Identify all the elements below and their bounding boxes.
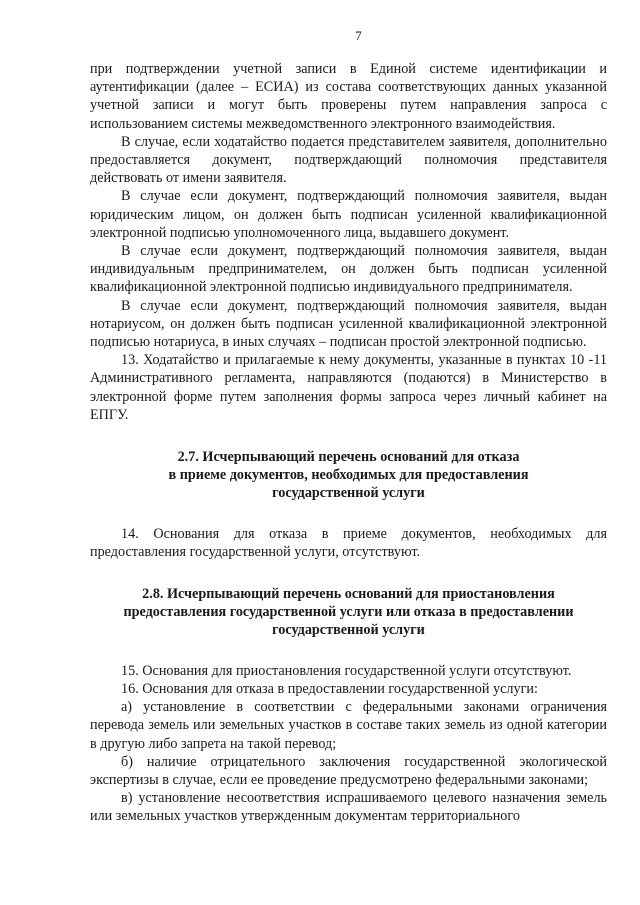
list-item: в) установление несоответствия испрашиваемого целевого назначения земель или земельных участков утвержденным документам территориального xyxy=(90,790,607,825)
paragraph: В случае если документ, подтверждающий полномочия заявителя, выдан индивидуальным предпринимателем, он должен быть подписан усиленной квалификационной электронной подписью индивидуального предпринимателя. xyxy=(90,243,607,296)
paragraph: В случае, если ходатайство подается представителем заявителя, дополнительно предоставляется документ, подтверждающий полномочия представителя действовать от имени заявителя. xyxy=(90,133,607,187)
section-heading-2-8 xyxy=(90,585,607,640)
paragraph: при подтверждении учетной записи в Единой системе идентификации и аутентификации (далее – ЕСИА) из состава соответствующих данных указанной учетной записи и могут быть проверены путем направления запроса с использованием системы межведомственного электронного взаимодействия. xyxy=(90,61,607,132)
paragraph: 16. Основания для отказа в предоставлении государственной услуги: xyxy=(121,680,538,697)
section-heading-2-7 xyxy=(90,448,607,503)
heading-line: в приеме документов, необходимых для предоставления xyxy=(168,467,529,484)
paragraph: 15. Основания для приостановления государственной услуги отсутствуют. xyxy=(121,662,572,679)
paragraph: В случае если документ, подтверждающий полномочия заявителя, выдан юридическим лицом, он должен быть подписан усиленной квалификационной электронной подписью уполномоченного лица, выдавшего документ. xyxy=(90,188,607,241)
heading-line: государственной услуги xyxy=(272,622,425,639)
paragraph: 13. Ходатайство и прилагаемые к нему документы, указанные в пунктах 10 -11 Административного регламента, направляются (подаются) в Министерство в электронной форме путем заполнения формы запроса через личный кабинет на ЕПГУ. xyxy=(90,352,607,423)
list-item: а) установление в соответствии с федеральными законами ограничения перевода земель или земельных участков в составе таких земель из одной категории в другую либо запрета на такой перевод; xyxy=(90,699,607,752)
page-number: 7 xyxy=(355,28,362,43)
paragraph: 14. Основания для отказа в приеме документов, необходимых для предоставления государственной услуги, отсутствуют. xyxy=(90,525,607,560)
heading-line: 2.7. Исчерпывающий перечень оснований для отказа xyxy=(177,449,520,466)
heading-line: предоставления государственной услуги или отказа в предоставлении xyxy=(123,604,574,621)
paragraph: В случае если документ, подтверждающий полномочия заявителя, выдан нотариусом, он должен быть подписан усиленной квалификационной электронной подписью нотариуса, в иных случаях – подписан простой электронной подписью. xyxy=(90,297,607,351)
heading-line: государственной услуги xyxy=(272,485,425,502)
list-item: б) наличие отрицательного заключения государственной экологической экспертизы в случае, если ее проведение предусмотрено федеральными законами; xyxy=(90,753,607,788)
heading-line: 2.8. Исчерпывающий перечень оснований для приостановления xyxy=(142,586,555,603)
